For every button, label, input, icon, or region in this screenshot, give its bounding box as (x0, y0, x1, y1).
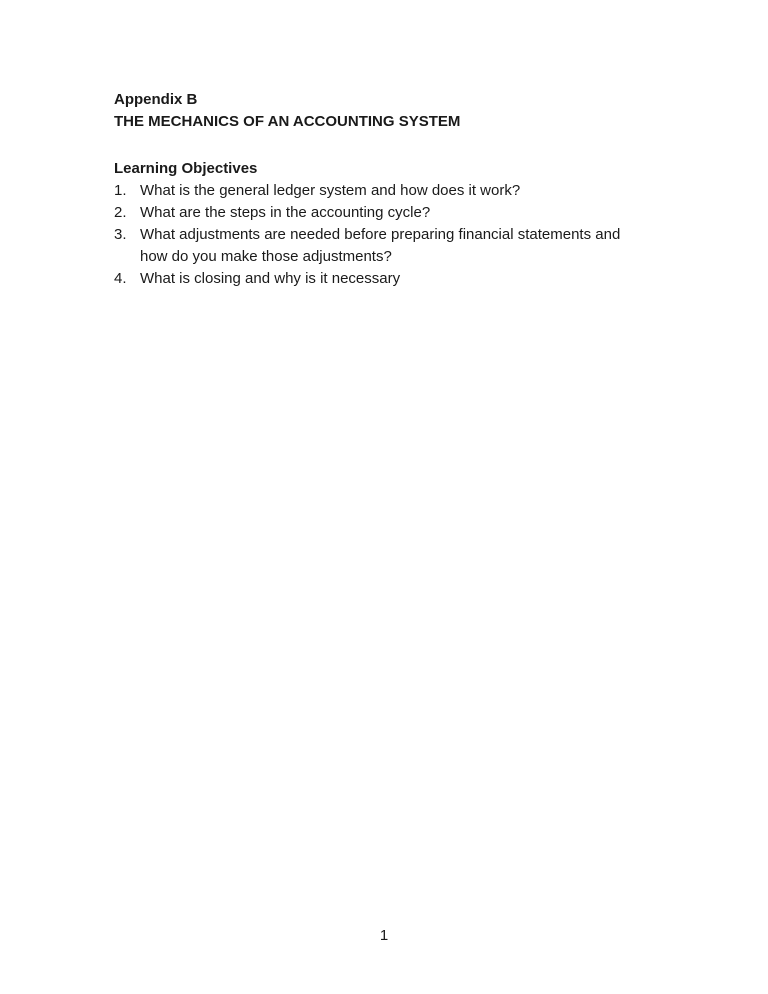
section-heading: Learning Objectives (114, 160, 258, 177)
list-item-text-line: What adjustments are needed before preparing financial statements and (140, 226, 621, 243)
list-item-text-line: how do you make those adjustments? (140, 248, 392, 265)
list-item-text (140, 224, 674, 268)
list-item-text-line: What is closing and why is it necessary (140, 270, 401, 287)
list-item (114, 202, 674, 224)
document-body (114, 158, 674, 290)
document-title-block (114, 89, 460, 133)
list-item-text-line: What are the steps in the accounting cycle? (140, 204, 431, 221)
list-item-number: 3. (114, 226, 127, 243)
list-item-number: 1. (114, 182, 127, 199)
list-item-text-line: What is the general ledger system and how does it work? (140, 182, 521, 199)
learning-objectives-list (114, 180, 674, 290)
chapter-title: THE MECHANICS OF AN ACCOUNTING SYSTEM (114, 113, 461, 130)
list-item-number: 4. (114, 270, 127, 287)
appendix-heading: Appendix B (114, 91, 198, 108)
list-item (114, 268, 674, 290)
list-item (114, 224, 674, 268)
list-item (114, 180, 674, 202)
list-item-number: 2. (114, 204, 127, 221)
list-item-text (140, 180, 674, 202)
list-item-text (140, 202, 674, 224)
page-number: 1 (379, 927, 389, 944)
list-item-text (140, 268, 674, 290)
